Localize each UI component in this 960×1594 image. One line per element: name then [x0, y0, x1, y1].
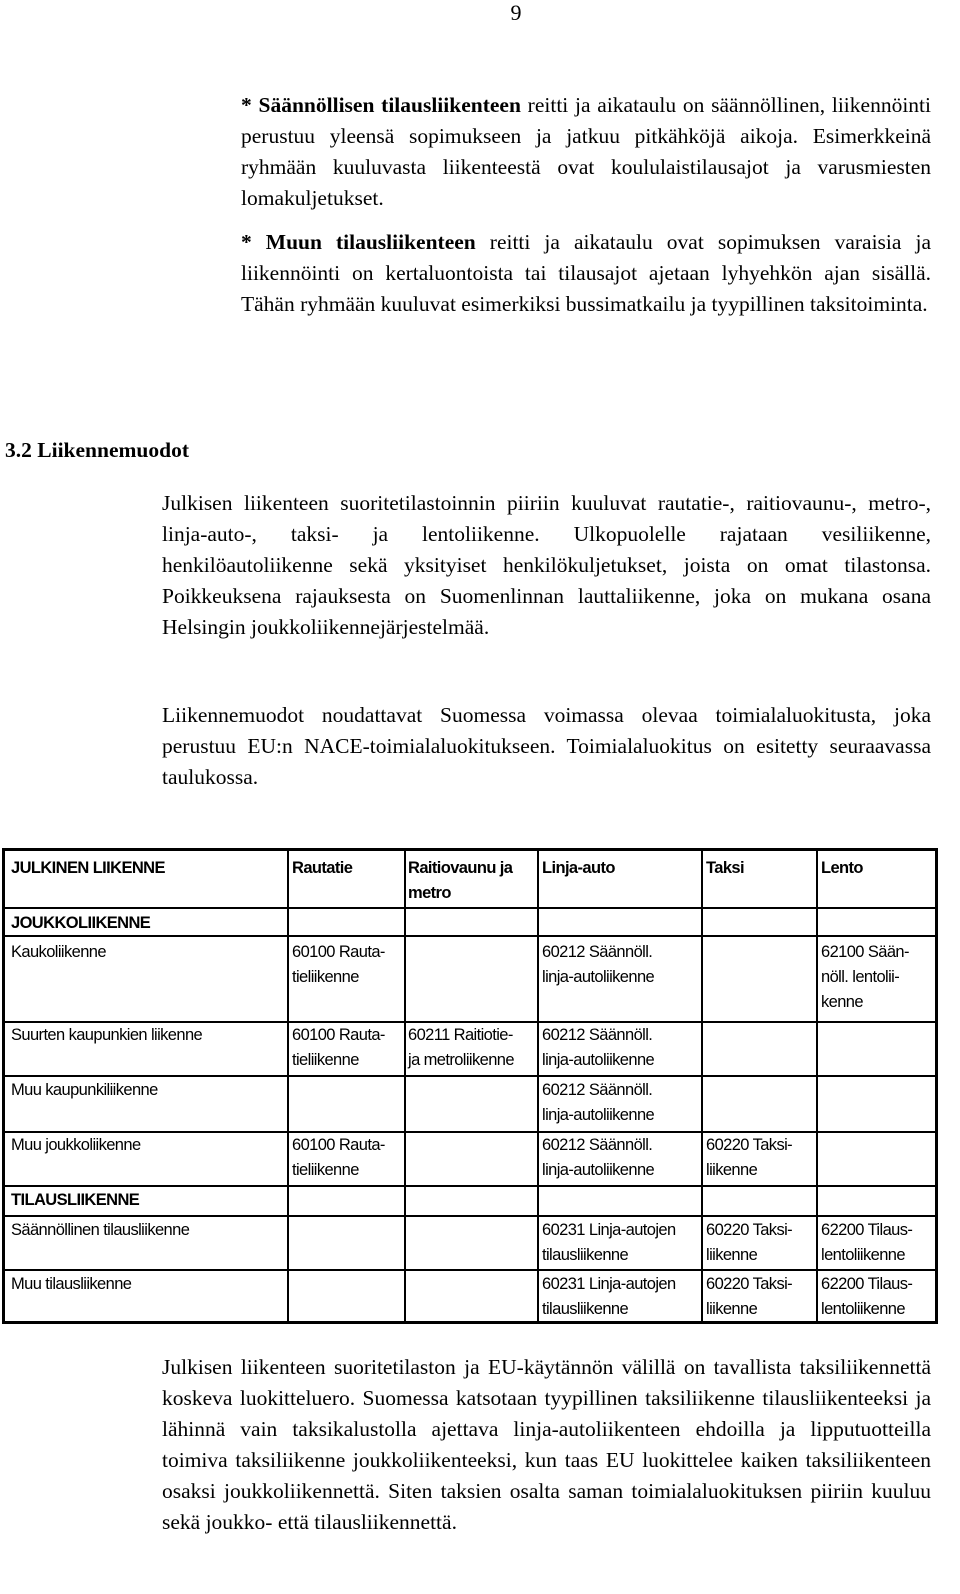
industry-classification-table: [2, 848, 938, 1324]
cell-line: 60231 Linja-autojen: [542, 1275, 676, 1293]
header-rail: [292, 856, 352, 881]
cell-line: kenne: [821, 993, 863, 1011]
cell-line: 62200 Tilaus-: [821, 1275, 913, 1293]
cell-line: tilausliikenne: [542, 1246, 629, 1264]
cell-tram: [408, 1023, 514, 1073]
header-line: metro: [408, 884, 451, 902]
table-column-divider: [287, 851, 289, 1321]
cell-taxi: [706, 1272, 792, 1322]
cell-bus: [542, 1218, 676, 1268]
cell-line: 60211 Raitiotie-: [408, 1026, 513, 1044]
header-tram-metro: [408, 856, 512, 906]
row-label: Muu tilausliikenne: [11, 1275, 132, 1293]
paragraph-taxi-difference: [162, 1352, 931, 1538]
cell-line: liikenne: [706, 1246, 758, 1264]
cell-line: 60212 Säännöll.: [542, 943, 653, 961]
cell-line: tieliikenne: [292, 1161, 359, 1179]
table-column-divider: [816, 851, 818, 1321]
cell-bus: [542, 1133, 654, 1183]
cell-line: linja-autoliikenne: [542, 1051, 655, 1069]
cell-line: 60212 Säännöll.: [542, 1081, 653, 1099]
cell-line: liikenne: [706, 1300, 758, 1318]
cell-line: 60212 Säännöll.: [542, 1026, 653, 1044]
cell-line: tieliikenne: [292, 1051, 359, 1069]
table-column-divider: [701, 851, 703, 1321]
cell-line: tieliikenne: [292, 968, 359, 986]
header-bus: [542, 856, 615, 881]
cell-line: lentoliikenne: [821, 1246, 905, 1264]
cell-line: 60220 Taksi-: [706, 1136, 793, 1154]
cell-rail: [292, 1133, 385, 1183]
cell-rail: [292, 940, 385, 990]
group-charter-transport: TILAUSLIIKENNE: [11, 1191, 140, 1209]
table-row-divider: [5, 1131, 935, 1133]
bullet-text: reitti ja aikataulu ovat sopimuksen varaisia ja liikennöinti on kertaluontoista tai tilausajot ajetaan lyhyehkön ajan sisällä. Tähän ryhmään kuuluvat esimerkiksi bussimatkailu ja tyypillinen taksitoiminta.: [241, 230, 931, 316]
bullet-other-charter: [241, 227, 931, 320]
cell-line: 60231 Linja-autojen: [542, 1221, 676, 1239]
cell-bus: [542, 940, 654, 990]
cell-bus: [542, 1078, 654, 1128]
group-public-transport: JOUKKOLIIKENNE: [11, 914, 151, 932]
cell-line: 60100 Rauta-: [292, 943, 385, 961]
cell-line: 62200 Tilaus-: [821, 1221, 913, 1239]
table-column-divider: [537, 851, 539, 1321]
paragraph-text: Julkisen liikenteen suoritetilaston ja EU-käytännön välillä on tavallista taksiliikennettä koskeva luokitteluero. Suomessa katsotaan tyypillinen taksiliikenne tilausliikenteeksi ja lähinnä vain taksikalustolla ajettava linja-autoliikenteen ehdoilla ja lipputuotteilla toimiva taksiliikenne joukkoliikenteeksi, kun taas EU luokittelee kaiken taksiliikenteen osaksi joukkoliikennettä. Siten taksien osalta saman toimialaluokituksen piiriin kuuluu sekä joukko- että tilausliikennettä.: [162, 1355, 931, 1534]
cell-line: linja-autoliikenne: [542, 1161, 655, 1179]
cell-taxi: [706, 1218, 792, 1268]
cell-line: liikenne: [706, 1161, 758, 1179]
table-row-divider: [5, 907, 935, 909]
page-number: 9: [510, 0, 522, 25]
bullet-scheduled-charter: [241, 90, 931, 214]
header-category: JULKINEN LIIKENNE: [11, 859, 165, 877]
row-label: Muu joukkoliikenne: [11, 1136, 141, 1154]
table-row-divider: [5, 1269, 935, 1271]
cell-rail: [292, 1023, 385, 1073]
paragraph-scope: [162, 488, 931, 643]
cell-bus: [542, 1023, 654, 1073]
cell-bus: [542, 1272, 676, 1322]
cell-line: 60220 Taksi-: [706, 1221, 793, 1239]
cell-air: [821, 940, 909, 1015]
header-line: Taksi: [706, 859, 744, 877]
bullet-bold-term: Muun tilausliikenteen: [265, 230, 476, 254]
cell-air: [821, 1218, 912, 1268]
cell-line: 62100 Sään-: [821, 943, 909, 961]
bullet-text: reitti ja aikataulu on säännöllinen, liikennöinti perustuu yleensä sopimukseen ja jatkuu pitkähköjä aikoja. Esimerkkeinä ryhmään kuuluvasta liikenteestä ovat koululaistilausajot ja varusmiesten lomakuljetukset.: [241, 93, 931, 210]
header-line: Lento: [821, 859, 863, 877]
cell-air: [821, 1272, 912, 1322]
row-label: Muu kaupunkiliikenne: [11, 1081, 158, 1099]
table-column-divider: [404, 851, 406, 1321]
cell-line: lentoliikenne: [821, 1300, 905, 1318]
header-line: Linja-auto: [542, 859, 615, 877]
header-line: Raitiovaunu ja: [408, 859, 513, 877]
header-air: [821, 856, 863, 881]
header-taxi: [706, 856, 744, 881]
cell-line: 60220 Taksi-: [706, 1275, 793, 1293]
paragraph-text: Liikennemuodot noudattavat Suomessa voimassa olevaa toimialaluokitusta, joka perustuu EU:n NACE-toimialaluokitukseen. Toimialaluokitus on esitetty seuraavassa taulukossa.: [162, 703, 931, 789]
paragraph-text: Julkisen liikenteen suoritetilastoinnin piiriin kuuluvat rautatie-, raitiovaunu-, metro-, linja-auto-, taksi- ja lentoliikenne. Ulkopuolelle rajataan vesiliikenne, henkilöautoliikenne sekä yksityiset henkilökuljetukset, joista on omat tilastonsa. Poikkeuksena rajauksesta on Suomenlinnan lauttaliikenne, joka on mukana osana Helsingin joukkoliikennejärjestelmää.: [162, 491, 931, 639]
table-row-divider: [5, 1215, 935, 1217]
cell-line: 60100 Rauta-: [292, 1136, 385, 1154]
cell-line: tilausliikenne: [542, 1300, 629, 1318]
bullet-marker: *: [241, 230, 252, 254]
paragraph-classification: [162, 700, 931, 793]
table-row-divider: [5, 1075, 935, 1077]
cell-line: 60212 Säännöll.: [542, 1136, 653, 1154]
row-label: Suurten kaupunkien liikenne: [11, 1026, 203, 1044]
header-line: Rautatie: [292, 859, 353, 877]
cell-line: linja-autoliikenne: [542, 1106, 655, 1124]
row-label: Kaukoliikenne: [11, 943, 106, 961]
cell-taxi: [706, 1133, 792, 1183]
bullet-bold-term: Säännöllisen tilausliikenteen: [258, 93, 521, 117]
row-label: Säännöllinen tilausliikenne: [11, 1221, 190, 1239]
cell-line: ja metroliikenne: [408, 1051, 514, 1069]
cell-line: 60100 Rauta-: [292, 1026, 385, 1044]
cell-line: nöll. lentolii-: [821, 968, 900, 986]
bullet-marker: *: [241, 93, 252, 117]
table-row-divider: [5, 1185, 935, 1187]
section-heading: 3.2 Liikennemuodot: [5, 438, 189, 462]
cell-line: linja-autoliikenne: [542, 968, 655, 986]
